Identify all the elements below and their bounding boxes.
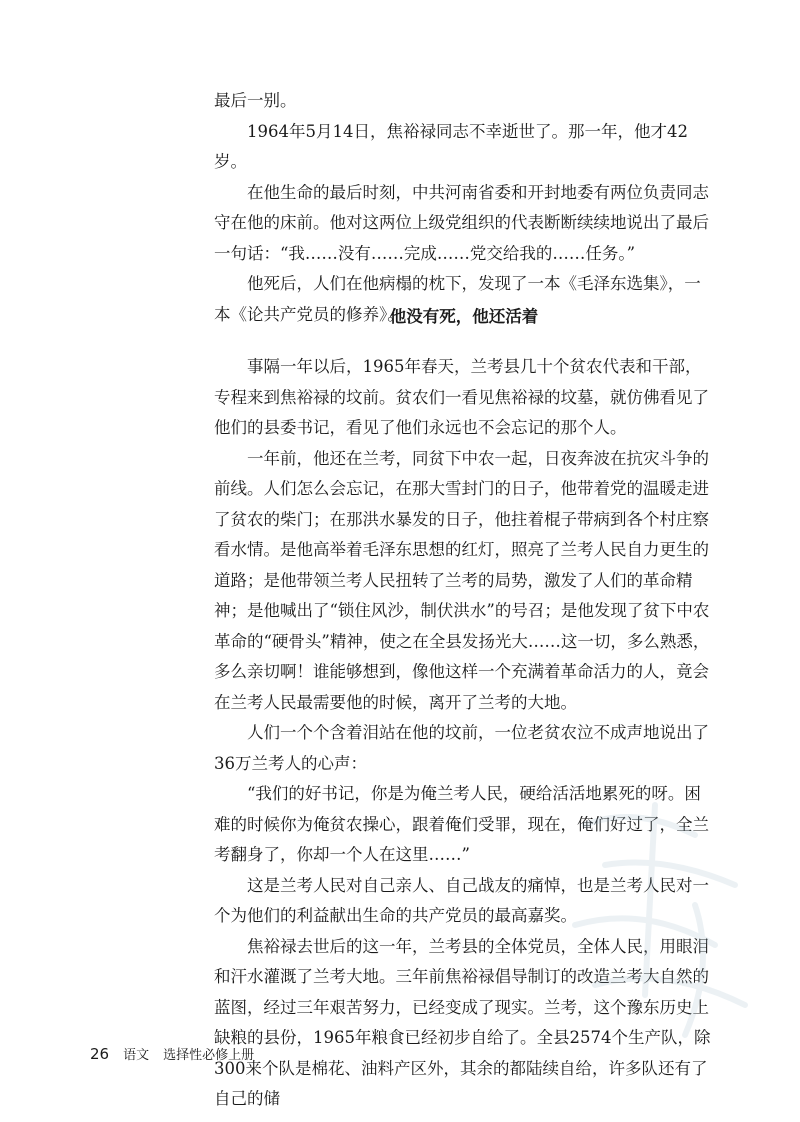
section-heading: 他没有死，他还活着 [389,307,539,326]
footer-book-title: 选择性必修上册 [163,1048,255,1063]
paragraph: 事隔一年以后，1965年春天，兰考县几十个贫农代表和干部，专程来到焦裕禄的坟前。贫农们一看见焦裕禄的坟墓，就仿佛看见了他们的县委书记，看见了他们永远也不会忘记的那个人。 [214,357,709,437]
footer-subject: 语文 [123,1048,150,1063]
paragraph: 这是兰考人民对自己亲人、自己战友的痛悼，也是兰考人民对一个为他们的利益献出生命的共产党员的最高嘉奖。 [214,875,709,925]
page-number: 26 [90,1045,110,1063]
page-footer [90,1044,254,1063]
paragraph: 一年前，他还在兰考，同贫下中农一起，日夜奔波在抗灾斗争的前线。人们怎么会忘记，在那大雪封门的日子，他带着党的温暖走进了贫农的柴门；在那洪水暴发的日子，他拄着棍子带病到各个村庄察看水情。是他高举着毛泽东思想的红灯，照亮了兰考人民自力更生的道路；是他带领兰考人民扭转了兰考的局势，激发了人们的革命精神；是他喊出了“锁住风沙，制伏洪水”的号召；是他发现了贫下中农革命的“硬骨头”精神，使之在全县发扬光大……这一切，多么熟悉，多么亲切啊！谁能够想到，像他这样一个充满着革命活力的人，竟会在兰考人民最需要他的时候，离开了兰考的大地。 [214,448,710,712]
paragraph: 人们一个个含着泪站在他的坟前，一位老贫农泣不成声地说出了36万兰考人的心声： [214,723,709,773]
paragraph: 1964年5月14日，焦裕禄同志不幸逝世了。那一年，他才42岁。 [214,121,688,171]
paragraph: “我们的好书记，你是为俺兰考人民，硬给活活地累死的呀。困难的时候你为俺贫农操心，跟着俺们受罪，现在，俺们好过了，全兰考翻身了，你却一个人在这里……” [214,784,709,864]
paragraph: 在他生命的最后时刻，中共河南省委和开封地委有两位负责同志守在他的床前。他对这两位上级党组织的代表断断续续地说出了最后一句话：“我……没有……完成……党交给我的……任务。” [214,182,709,263]
watermark-stamp [545,765,775,1065]
section-1-body [214,86,714,330]
paragraph: 最后一别。 [214,91,297,110]
paragraph: 他死后，人们在他病榻的枕下，发现了一本《毛泽东选集》，一本《论共产党员的修养》。 [214,274,701,324]
paragraph: 焦裕禄去世后的这一年，兰考县的全体党员，全体人民，用眼泪和汗水灌溉了兰考大地。三年前焦裕禄倡导制订的改造兰考大自然的蓝图，经过三年艰苦努力，已经变成了现实。兰考，这个豫东历史上缺粮的县份，1965年粮食已经初步自给了。全县2574个生产队，除300来个队是棉花、油料产区外，其余的都陆续自给，许多队还有了自己的储 [214,936,711,1108]
